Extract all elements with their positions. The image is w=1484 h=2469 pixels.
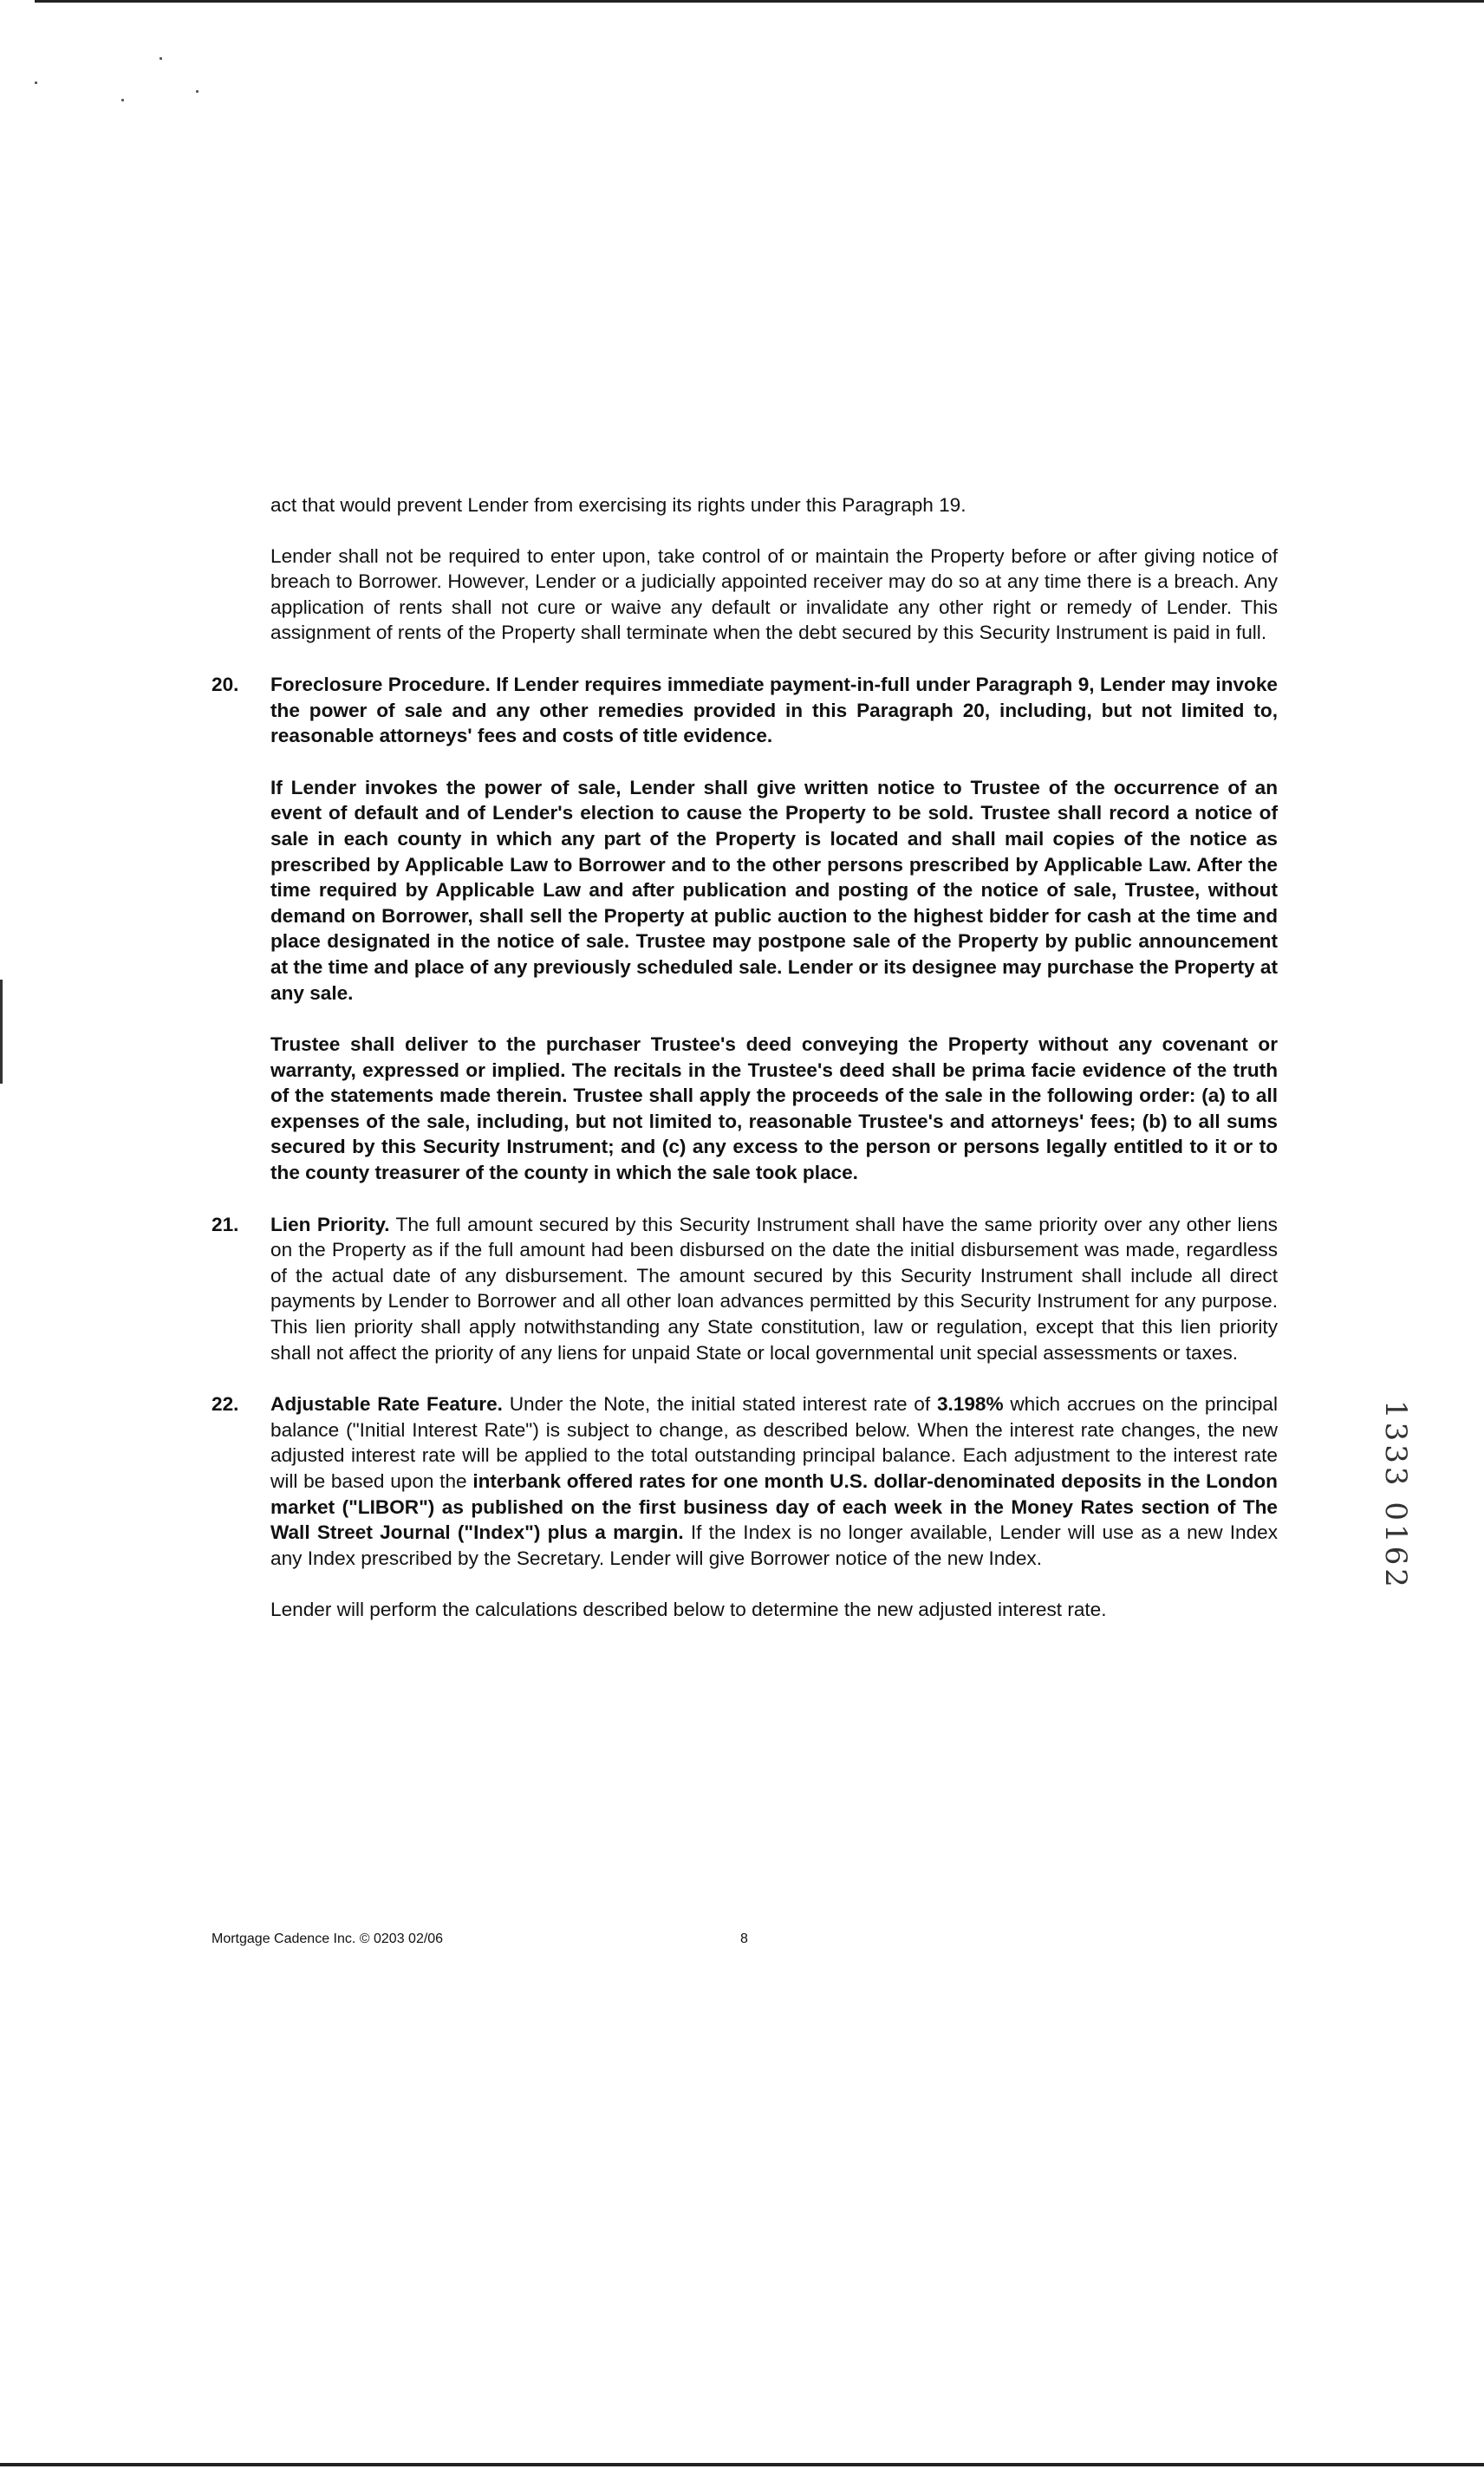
section-number: 20. <box>212 673 239 695</box>
scan-edge-bottom <box>0 2463 1484 2466</box>
section-heading: Adjustable Rate Feature. <box>270 1393 503 1416</box>
index-definition: interbank offered rates for one month U.S. dollar-denominated deposits in the London market ("LIBOR") as published on the first business day of each week in the Money Rates section of The Wall Street Journal ("Index") plus a margin. <box>270 1470 1278 1544</box>
section-22-text-3: If the Index is no longer available, Lender will use as a new Index any Index prescribed by the Secretary. Lender will give Borrower notice of the new Index. <box>270 1521 1279 1569</box>
section-heading: Lien Priority. <box>270 1213 390 1235</box>
scan-edge-left <box>0 980 3 1084</box>
scan-speck <box>35 81 37 84</box>
section-22-paragraph-2: Lender will perform the calculations described below to determine the new adjusted interest rate. <box>270 1599 1107 1621</box>
section-21-text: The full amount secured by this Security Instrument shall have the same priority over any other liens on the Property as if the full amount had been disbursed on the date the initial disbursement was made, regardless of the actual date of any disbursement. The amount secured by this Security Instrument shall include all direct payments by Lender to Borrower and all other loan advances permitted by this Security Instrument for any purpose. This lien priority shall apply notwithstanding any State constitution, law or regulation, except that this lien priority shall not affect the priority of any liens for unpaid State or local governmental unit special assessments or taxes. <box>270 1213 1278 1364</box>
page-number: 8 <box>740 1932 748 1946</box>
scan-speck <box>159 57 162 60</box>
footer-copyright: Mortgage Cadence Inc. © 0203 02/06 <box>212 1932 444 1946</box>
recording-stamp: 1333 0162 <box>1378 1400 1413 1591</box>
section-heading: Foreclosure Procedure. <box>270 673 491 695</box>
scan-speck <box>196 90 199 93</box>
section-21-body <box>270 1212 1278 1366</box>
section-22-text-2: which accrues on the principal balance ("Initial Interest Rate") is subject to change, as described below. When the interest rate changes, the new adjusted interest rate will be applied to the total outstanding principal balance. Each adjustment to the interest rate will be based upon the <box>270 1393 1279 1492</box>
section-20 <box>212 672 1278 1186</box>
section-22 <box>212 1391 1278 1623</box>
section-20-paragraph-2: If Lender invokes the power of sale, Lender shall give written notice to Trustee of the occurrence of an event of default and of Lender's election to cause the Property to be sold. Trustee shall record a notice of sale in each county in which any part of the Property is located and shall mail copies of the notice as prescribed by Applicable Law to Borrower and to the other persons prescribed by Applicable Law. After the time required by Applicable Law and after publication and posting of the notice of sale, Trustee, without demand on Borrower, shall sell the Property at public auction to the highest bidder for cash at the time and place designated in the notice of sale. Trustee may postpone sale of the Property by public announcement at the time and place of any previously scheduled sale. Lender or its designee may purchase the Property at any sale. <box>270 776 1278 1004</box>
section-number: 21. <box>212 1213 239 1235</box>
continuation-line: act that would prevent Lender from exercising its rights under this Paragraph 19. <box>270 494 967 516</box>
section-20-lead <box>270 672 1278 749</box>
scan-speck <box>121 99 124 101</box>
section-22-text-1: Under the Note, the initial stated interest rate of <box>509 1393 931 1416</box>
scan-edge-top <box>35 0 1484 3</box>
initial-rate: 3.198% <box>936 1393 1004 1416</box>
section-20-lead-text: If Lender requires immediate payment-in-full under Paragraph 9, Lender may invoke the power of sale and any other remedies provided in this Paragraph 20, including, but not limited to, reasonable attorneys' fees and costs of title evidence. <box>270 673 1278 747</box>
section-20-paragraph-3: Trustee shall deliver to the purchaser Trustee's deed conveying the Property without any covenant or warranty, expressed or implied. The recitals in the Trustee's deed shall be prima facie evidence of the truth of the statements made therein. Trustee shall apply the proceeds of the sale in the following order: (a) to all expenses of the sale, including, but not limited to, reasonable Trustee's and attorneys' fees; (b) to all sums secured by this Security Instrument; and (c) any excess to the person or persons legally entitled to it or to the county treasurer of the county in which the sale took place. <box>270 1033 1278 1184</box>
section-21 <box>212 1212 1278 1366</box>
section-22-body <box>270 1391 1278 1571</box>
section-number: 22. <box>212 1393 239 1416</box>
paragraph-19-tail: Lender shall not be required to enter upon, take control of or maintain the Property before or after giving notice of breach to Borrower. However, Lender or a judicially appointed receiver may do so at any time there is a breach. Any application of rents shall not cure or waive any default or invalidate any other right or remedy of Lender. This assignment of rents of the Property shall terminate when the debt secured by this Security Instrument is paid in full. <box>270 544 1278 644</box>
document-body <box>212 492 1278 1623</box>
